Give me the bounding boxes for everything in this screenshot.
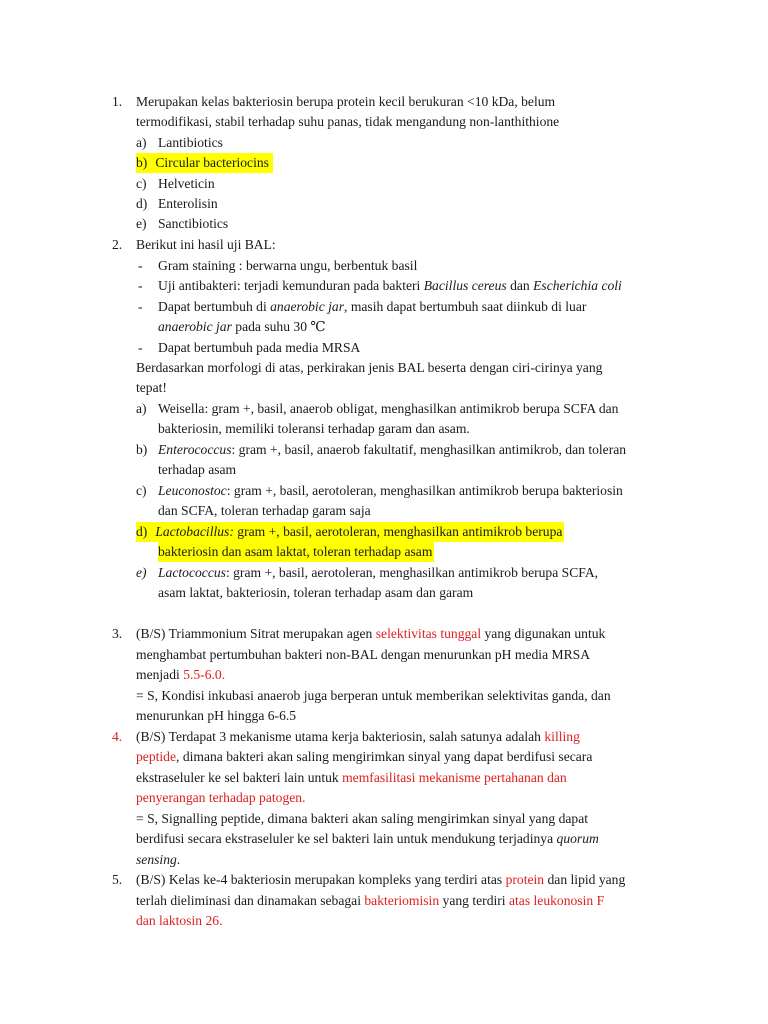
q2-option-e-line1 xyxy=(158,563,598,583)
q2-option-a-line2: bakteriosin, memiliki toleransi terhadap garam dan asam. xyxy=(158,421,470,436)
q2-option-e-letter: e) xyxy=(136,565,147,580)
q1-option-a-letter: a) xyxy=(136,135,147,150)
q1-option-d-letter: d) xyxy=(136,196,148,211)
q2-finding-3-line2-italic: anaerobic jar xyxy=(158,319,232,334)
q5-line2-mid: yang terdiri xyxy=(439,893,509,908)
q1-option-c: Helveticin xyxy=(158,176,215,191)
q2-bullet-4: - xyxy=(138,340,143,355)
q2-finding-4: Dapat bertumbuh pada media MRSA xyxy=(158,340,361,355)
q1-option-d: Enterolisin xyxy=(158,196,218,211)
q2-option-a-letter: a) xyxy=(136,401,147,416)
q4-line2-text: , dimana bakteri akan saling mengirimkan sinyal yang dapat berdifusi secara xyxy=(176,749,593,764)
q2-option-b-line1 xyxy=(158,440,626,460)
q3-line1-rest: yang digunakan untuk xyxy=(481,626,606,641)
q1-option-a: Lantibiotics xyxy=(158,135,223,150)
q2-bullet-3: - xyxy=(138,299,143,314)
q4-line3-red: memfasilitasi mekanisme pertahanan dan xyxy=(342,770,567,785)
q2-option-e-line2: asam laktat, bakteriosin, toleran terhadap asam dan garam xyxy=(158,585,474,600)
q2-finding-2 xyxy=(158,276,622,296)
q2-intro: Berikut ini hasil uji BAL: xyxy=(136,237,276,252)
q2-option-c-desc: : gram +, basil, aerotoleran, menghasilkan antimikrob berupa bakteriosin xyxy=(226,483,623,498)
q3-line1-text: (B/S) Triammonium Sitrat merupakan agen xyxy=(136,626,376,641)
q2-option-d-line1-highlighted xyxy=(136,522,564,542)
q2-option-b-genus: Enterococcus xyxy=(158,442,232,457)
q2-option-b-letter: b) xyxy=(136,442,148,457)
q2-number: 2. xyxy=(112,237,123,252)
q4-answer-line2-italic: quorum xyxy=(556,831,599,846)
q3-line3 xyxy=(136,665,225,685)
q4-line2 xyxy=(136,747,592,767)
q2-finding-3-line2-rest: pada suhu 30 ℃ xyxy=(231,319,326,334)
q2-option-c-genus: Leuconostoc xyxy=(158,483,227,498)
q2-bullet-1: - xyxy=(138,258,143,273)
q2-option-d-line2-highlighted: bakteriosin dan asam laktat, toleran terhadap asam xyxy=(158,542,434,562)
q1-option-e-letter: e) xyxy=(136,216,147,231)
q2-ask-line2: tepat! xyxy=(136,380,167,395)
q2-option-b-line2: terhadap asam xyxy=(158,462,237,477)
q2-option-e-desc: : gram +, basil, aerotoleran, menghasilkan antimikrob berupa SCFA, xyxy=(225,565,599,580)
q2-option-a-line1: Weisella: gram +, basil, anaerob obligat, menghasilkan antimikrob berupa SCFA dan xyxy=(158,401,619,416)
q3-answer-line1: = S, Kondisi inkubasi anaerob juga berperan untuk memberikan selektivitas ganda, dan xyxy=(136,688,611,703)
q4-line2-red: peptide xyxy=(136,749,177,764)
q4-answer-line3-italic: sensing xyxy=(136,852,177,867)
q1-option-b-letter: b) xyxy=(136,155,148,170)
q3-line3-text: menjadi xyxy=(136,667,184,682)
q2-finding-3-text: Dapat bertumbuh di xyxy=(158,299,271,314)
q5-line2 xyxy=(136,891,604,911)
q3-line3-red: 5.5-6.0. xyxy=(183,667,226,682)
q2-finding-3 xyxy=(158,297,586,317)
q4-answer-line2 xyxy=(136,829,599,849)
q4-line1-red: killing xyxy=(544,729,580,744)
q2-option-e-genus: Lactococcus xyxy=(158,565,226,580)
q5-line1-text: (B/S) Kelas ke-4 bakteriosin merupakan kompleks yang terdiri atas xyxy=(136,872,506,887)
q3-number: 3. xyxy=(112,626,123,641)
q2-ask-line1: Berdasarkan morfologi di atas, perkirakan jenis BAL beserta dengan ciri-cirinya yang xyxy=(136,360,603,375)
q2-finding-2-text: Uji antibakteri: terjadi kemunduran pada bakteri xyxy=(158,278,424,293)
q2-option-c-letter: c) xyxy=(136,483,147,498)
q4-answer-line2-text: berdifusi secara ekstraseluler ke sel bakteri lain untuk mendukung terjadinya xyxy=(136,831,557,846)
q4-line4: penyerangan terhadap patogen. xyxy=(136,790,306,805)
q2-finding-1: Gram staining : berwarna ungu, berbentuk basil xyxy=(158,258,418,273)
q2-finding-3-line2 xyxy=(158,317,326,337)
q4-answer-line3 xyxy=(136,850,180,870)
q1-text-line1: Merupakan kelas bakteriosin berupa protein kecil berukuran <10 kDa, belum xyxy=(136,94,556,109)
q2-finding-3-rest: , masih dapat bertumbuh saat diinkub di luar xyxy=(344,299,587,314)
q3-line1-red: selektivitas tunggal xyxy=(375,626,482,641)
q1-option-c-letter: c) xyxy=(136,176,147,191)
q5-line1-red: protein xyxy=(505,872,545,887)
q3-line1 xyxy=(136,624,605,644)
q5-line1 xyxy=(136,870,625,890)
q1-option-b: Circular bacteriocins xyxy=(155,155,269,170)
q5-line2-text: terlah dieliminasi dan dinamakan sebagai xyxy=(136,893,365,908)
q3-answer-line2: menurunkan pH hingga 6-6.5 xyxy=(136,708,297,723)
q2-option-c-line2: dan SCFA, toleran terhadap garam saja xyxy=(158,503,371,518)
q3-line2: menghambat pertumbuhan bakteri non-BAL dengan menurunkan pH media MRSA xyxy=(136,647,591,662)
q4-line3-text: ekstraseluler ke sel bakteri lain untuk xyxy=(136,770,343,785)
q2-option-b-desc: : gram +, basil, anaerob fakultatif, menghasilkan antimikrob, dan toleran xyxy=(231,442,627,457)
q1-option-b-highlighted xyxy=(136,153,273,173)
q2-option-d-genus: Lactobacillus: xyxy=(155,524,234,539)
q2-finding-2-species-2: Escherichia coli xyxy=(533,278,622,293)
q2-bullet-2: - xyxy=(138,278,143,293)
q4-answer-line1: = S, Signalling peptide, dimana bakteri akan saling mengirimkan sinyal yang dapat xyxy=(136,811,589,826)
q1-text-line2: termodifikasi, stabil terhadap suhu panas, tidak mengandung non-lanthithione xyxy=(136,114,560,129)
q5-line3: dan laktosin 26. xyxy=(136,913,223,928)
q4-line1 xyxy=(136,727,580,747)
q2-option-c-line1 xyxy=(158,481,623,501)
q2-finding-2-species-1: Bacillus cereus xyxy=(423,278,507,293)
q2-option-d-letter: d) xyxy=(136,524,148,539)
q4-line1-text: (B/S) Terdapat 3 mekanisme utama kerja bakteriosin, salah satunya adalah xyxy=(136,729,545,744)
q2-option-d-desc: gram +, basil, aerotoleran, menghasilkan antimikrob berupa xyxy=(233,524,563,539)
q1-option-e: Sanctibiotics xyxy=(158,216,229,231)
q1-number: 1. xyxy=(112,94,123,109)
q2-finding-2-and: dan xyxy=(506,278,534,293)
q2-finding-3-italic: anaerobic jar xyxy=(270,299,345,314)
q5-line1-rest: dan lipid yang xyxy=(544,872,626,887)
q4-line3 xyxy=(136,768,567,788)
q5-line2-red1: bakteriomisin xyxy=(364,893,440,908)
q4-number: 4. xyxy=(112,729,123,744)
q4-answer-line3-period: . xyxy=(176,852,181,867)
q5-line2-red2: atas leukonosin F xyxy=(508,893,605,908)
q5-number: 5. xyxy=(112,872,123,887)
